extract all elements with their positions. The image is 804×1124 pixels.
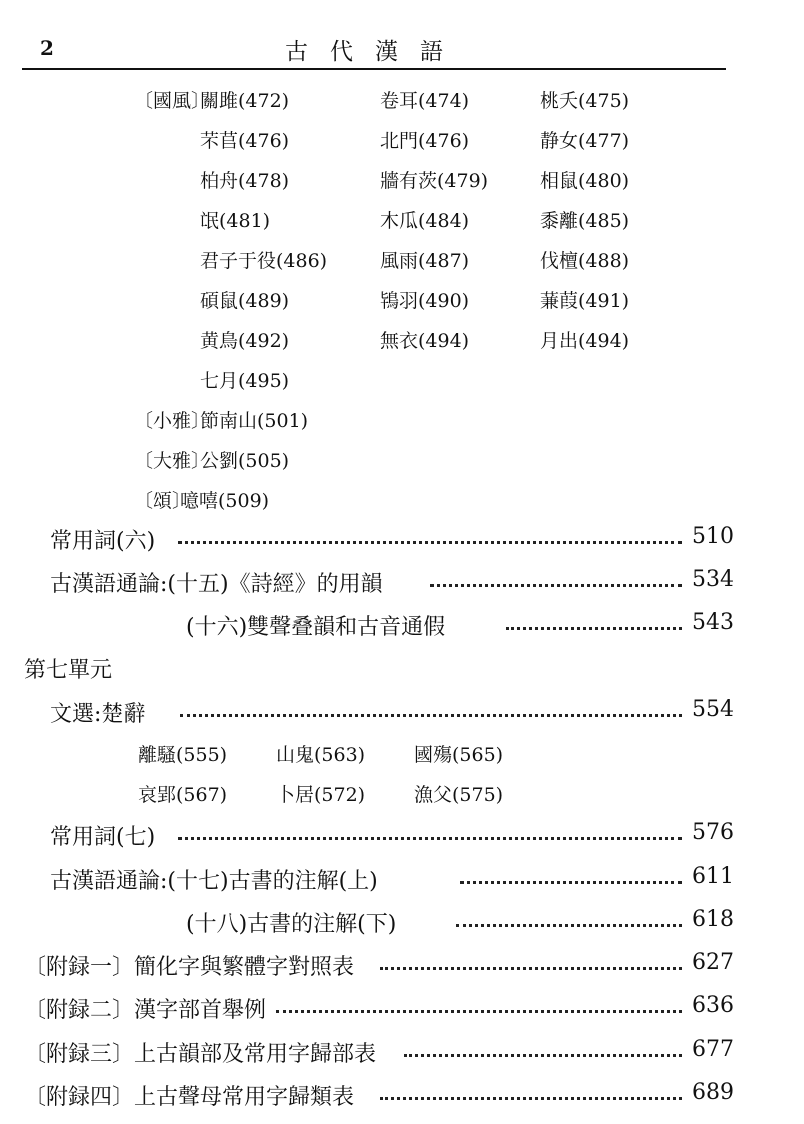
appendix-label: 〔附録四〕 — [24, 1085, 135, 1110]
toc-leader-dots — [180, 714, 682, 717]
toc-page-number: 618 — [692, 907, 734, 932]
toc-entry-text: (十六)雙聲叠韻和古音通假 — [186, 615, 446, 640]
poem-entry: 公劉(505) — [200, 450, 290, 472]
poem-entry: 碩鼠(489) — [200, 290, 290, 312]
toc-page-number: 576 — [692, 820, 734, 845]
poem-entry: 七月(495) — [200, 370, 290, 392]
toc-entry-text: 上古韻部及常用字歸部表 — [134, 1042, 377, 1067]
toc-entry-text: 文選:楚辭 — [50, 702, 146, 727]
poem-entry: 伐檀(488) — [540, 250, 630, 272]
toc-leader-dots — [404, 1054, 682, 1057]
unit-heading: 第七單元 — [24, 658, 113, 683]
poem-entry: 無衣(494) — [380, 330, 470, 352]
header-rule — [22, 68, 726, 70]
toc-leader-dots — [178, 541, 682, 544]
toc-leader-dots — [380, 967, 682, 970]
poem-entry: 離騷(555) — [138, 744, 228, 766]
toc-page-number: 543 — [692, 610, 734, 635]
appendix-label: 〔附録一〕 — [24, 955, 135, 980]
poem-entry: 卷耳(474) — [380, 90, 470, 112]
poem-entry: 木瓜(484) — [380, 210, 470, 232]
toc-leader-dots — [460, 881, 682, 884]
toc-entry-text: 古漢語通論:(十七)古書的注解(上) — [50, 869, 378, 894]
toc-entry-text: (十八)古書的注解(下) — [186, 912, 397, 937]
toc-entry-text: 常用詞(六) — [50, 529, 156, 554]
running-title: 古代漢語 — [285, 39, 465, 65]
toc-entry-text: 古漢語通論:(十五)《詩經》的用韻 — [50, 572, 383, 597]
toc-leader-dots — [456, 924, 682, 927]
toc-leader-dots — [380, 1097, 682, 1100]
toc-leader-dots — [506, 627, 682, 630]
section-label-song: 〔頌〕 — [134, 490, 192, 512]
toc-entry-text: 簡化字與繁體字對照表 — [134, 955, 355, 980]
poem-entry: 節南山(501) — [200, 410, 309, 432]
toc-page-number: 689 — [692, 1080, 734, 1105]
toc-leader-dots — [430, 584, 682, 587]
appendix-label: 〔附録二〕 — [24, 998, 135, 1023]
poem-entry: 國殤(565) — [414, 744, 504, 766]
toc-leader-dots — [178, 837, 682, 840]
poem-entry: 卜居(572) — [276, 784, 366, 806]
poem-entry: 氓(481) — [200, 210, 271, 232]
toc-leader-dots — [276, 1010, 682, 1013]
toc-page-number: 611 — [692, 864, 734, 889]
poem-entry: 蒹葭(491) — [540, 290, 630, 312]
section-label-daya: 〔大雅〕 — [134, 450, 211, 472]
section-label-guofeng: 〔國風〕 — [134, 90, 211, 112]
section-label-xiaoya: 〔小雅〕 — [134, 410, 211, 432]
poem-entry: 黄鳥(492) — [200, 330, 290, 352]
toc-page-number: 510 — [692, 524, 734, 549]
poem-entry: 桃夭(475) — [540, 90, 630, 112]
page-number: 2 — [40, 36, 54, 60]
poem-entry: 噫嘻(509) — [180, 490, 270, 512]
poem-entry: 芣苢(476) — [200, 130, 290, 152]
poem-entry: 關雎(472) — [200, 90, 290, 112]
poem-entry: 君子于役(486) — [200, 250, 328, 272]
toc-page-number: 534 — [692, 567, 734, 592]
toc-entry-text: 上古聲母常用字歸類表 — [134, 1085, 355, 1110]
poem-entry: 月出(494) — [540, 330, 630, 352]
poem-entry: 風雨(487) — [380, 250, 470, 272]
poem-entry: 鴇羽(490) — [380, 290, 470, 312]
poem-entry: 山鬼(563) — [276, 744, 366, 766]
appendix-label: 〔附録三〕 — [24, 1042, 135, 1067]
toc-page-number: 627 — [692, 950, 734, 975]
poem-entry: 牆有茨(479) — [380, 170, 489, 192]
toc-page-number: 677 — [692, 1037, 734, 1062]
poem-entry: 静女(477) — [540, 130, 630, 152]
poem-entry: 漁父(575) — [414, 784, 504, 806]
poem-entry: 柏舟(478) — [200, 170, 290, 192]
poem-entry: 黍離(485) — [540, 210, 630, 232]
toc-entry-text: 漢字部首舉例 — [134, 998, 267, 1023]
toc-page-number: 554 — [692, 697, 734, 722]
poem-entry: 北門(476) — [380, 130, 470, 152]
poem-entry: 哀郢(567) — [138, 784, 228, 806]
toc-page-number: 636 — [692, 993, 734, 1018]
toc-entry-text: 常用詞(七) — [50, 825, 156, 850]
poem-entry: 相鼠(480) — [540, 170, 630, 192]
